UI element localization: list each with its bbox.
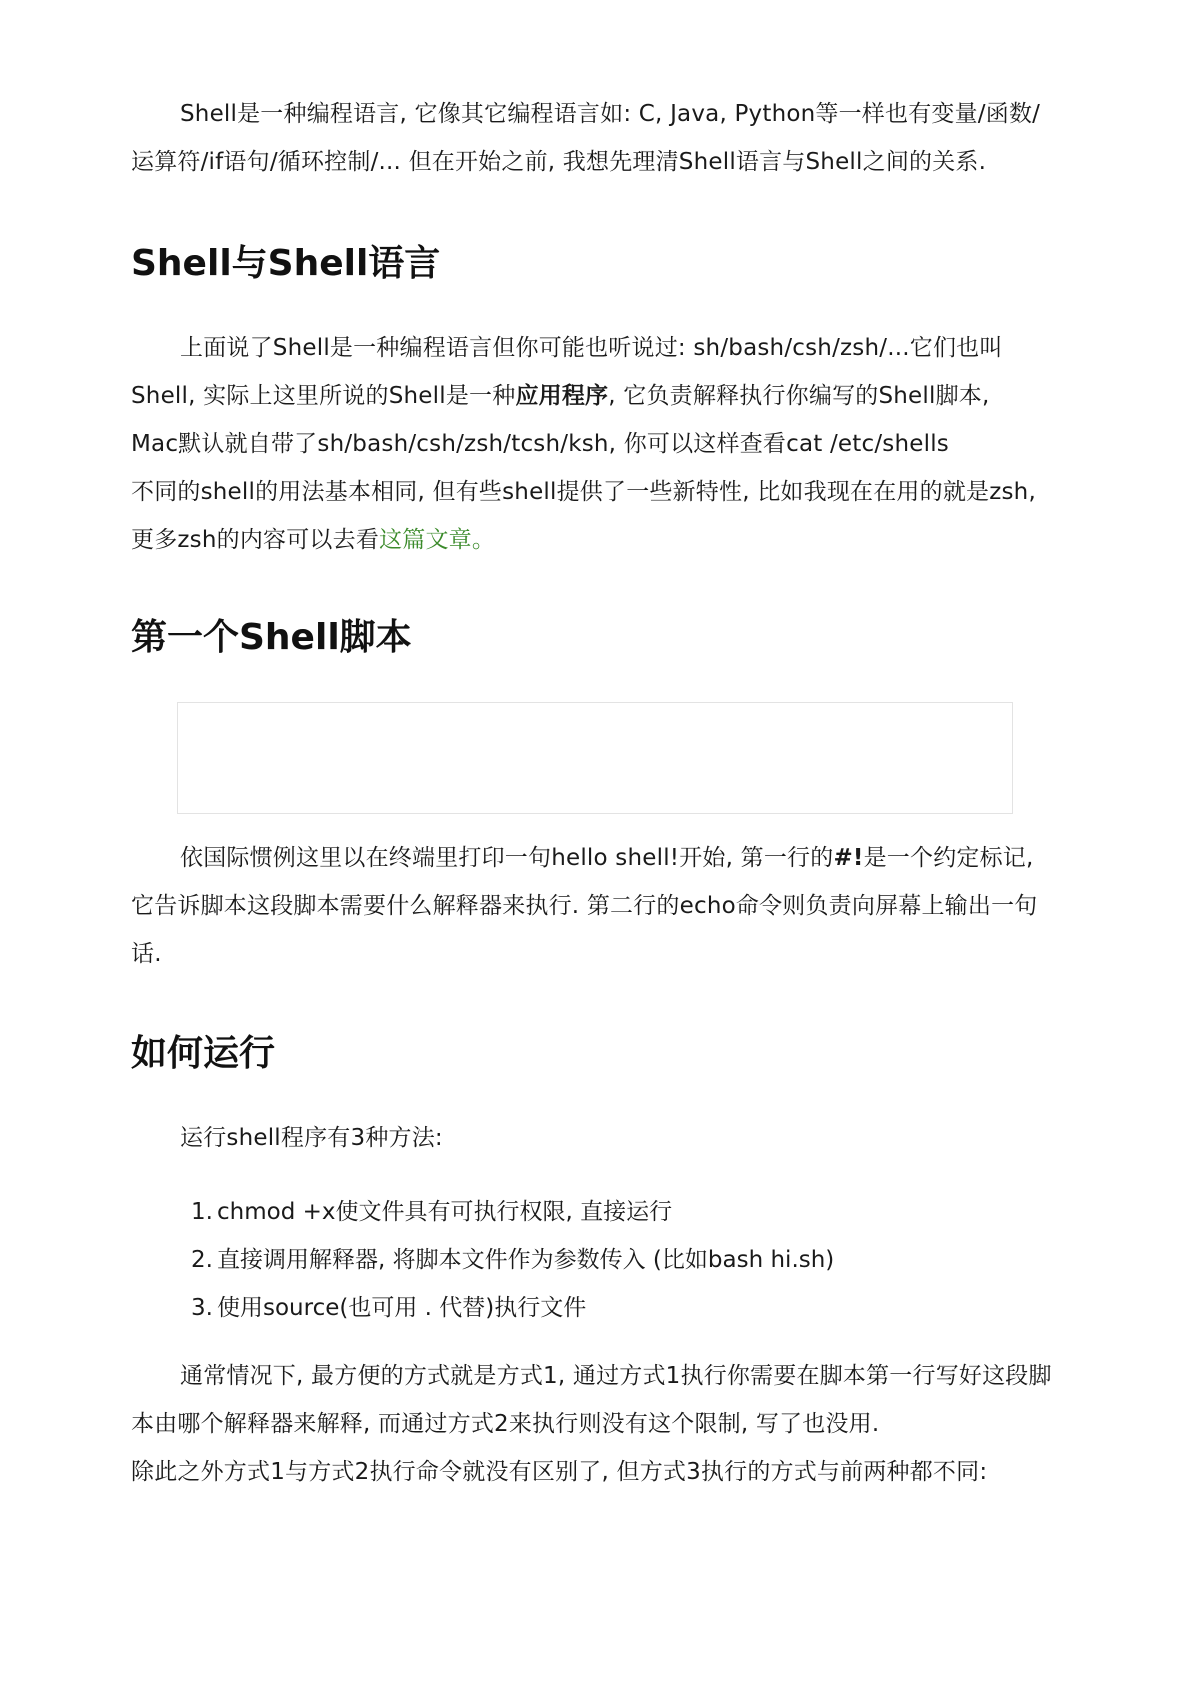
section2-p1-text: 依国际惯例这里以在终端里打印一句hello shell!开始, 第一行的 bbox=[180, 845, 834, 871]
section1-paragraph-3 bbox=[131, 468, 1061, 564]
code-block bbox=[177, 702, 1013, 814]
section1-p1-text-2: , 它负责解释执行你编写的Shell脚本, bbox=[608, 383, 990, 409]
list-item-number: 1. bbox=[191, 1199, 213, 1225]
list-item-text: 直接调用解释器, 将脚本文件作为参数传入 (比如bash hi.sh) bbox=[217, 1247, 835, 1273]
section1-p1-bold: 应用程序 bbox=[515, 383, 609, 409]
section2-paragraph bbox=[131, 834, 1061, 978]
section2-p1-text-2: 是一个约定标记, 它告诉脚本这段脚本需要什么解释器来执行. 第二行的echo命令则负责向屏幕上输出一句话. bbox=[131, 845, 1038, 967]
heading-how-to-run: 如何运行 bbox=[131, 1033, 276, 1074]
section3-paragraph-1: 通常情况下, 最方便的方式就是方式1, 通过方式1执行你需要在脚本第一行写好这段脚本由哪个解释器来解释, 而通过方式2来执行则没有这个限制, 写了也没用. bbox=[131, 1363, 1052, 1437]
shebang-bold: #! bbox=[833, 845, 864, 871]
run-methods-list bbox=[131, 1188, 1061, 1332]
list-item bbox=[131, 1188, 1061, 1236]
list-item-number: 3. bbox=[191, 1295, 213, 1321]
list-item-number: 2. bbox=[191, 1247, 213, 1273]
section3-lead: 运行shell程序有3种方法: bbox=[180, 1125, 443, 1151]
list-item bbox=[131, 1236, 1061, 1284]
heading-shell-vs-shell-language: Shell与Shell语言 bbox=[131, 243, 441, 284]
heading-first-shell-script: 第一个Shell脚本 bbox=[131, 617, 412, 658]
list-item-text: chmod +x使文件具有可执行权限, 直接运行 bbox=[217, 1199, 673, 1225]
list-item bbox=[131, 1284, 1061, 1332]
document-page bbox=[131, 90, 1061, 1496]
section1-paragraph-1 bbox=[131, 324, 1061, 420]
intro-paragraph: Shell是一种编程语言, 它像其它编程语言如: C, Java, Python等一样也有变量/函数/运算符/if语句/循环控制/... 但在开始之前, 我想先理清Shell语言与Shell之间的关系. bbox=[131, 101, 1041, 175]
section1-p3-text: 不同的shell的用法基本相同, 但有些shell提供了一些新特性, 比如我现在在用的就是zsh, 更多zsh的内容可以去看 bbox=[131, 479, 1036, 553]
list-item-text: 使用source(也可用 . 代替)执行文件 bbox=[217, 1295, 587, 1321]
section1-paragraph-2: Mac默认就自带了sh/bash/csh/zsh/tcsh/ksh, 你可以这样查看cat /etc/shells bbox=[131, 431, 949, 457]
article-link[interactable]: 这篇文章。 bbox=[379, 527, 496, 553]
section3-paragraph-2: 除此之外方式1与方式2执行命令就没有区别了, 但方式3执行的方式与前两种都不同: bbox=[131, 1459, 988, 1485]
section1-p1-text: 上面说了Shell是一种编程语言但你可能也听说过: sh/bash/csh/zsh/...它们也叫Shell, 实际上这里所说的Shell是一种 bbox=[131, 335, 1003, 409]
